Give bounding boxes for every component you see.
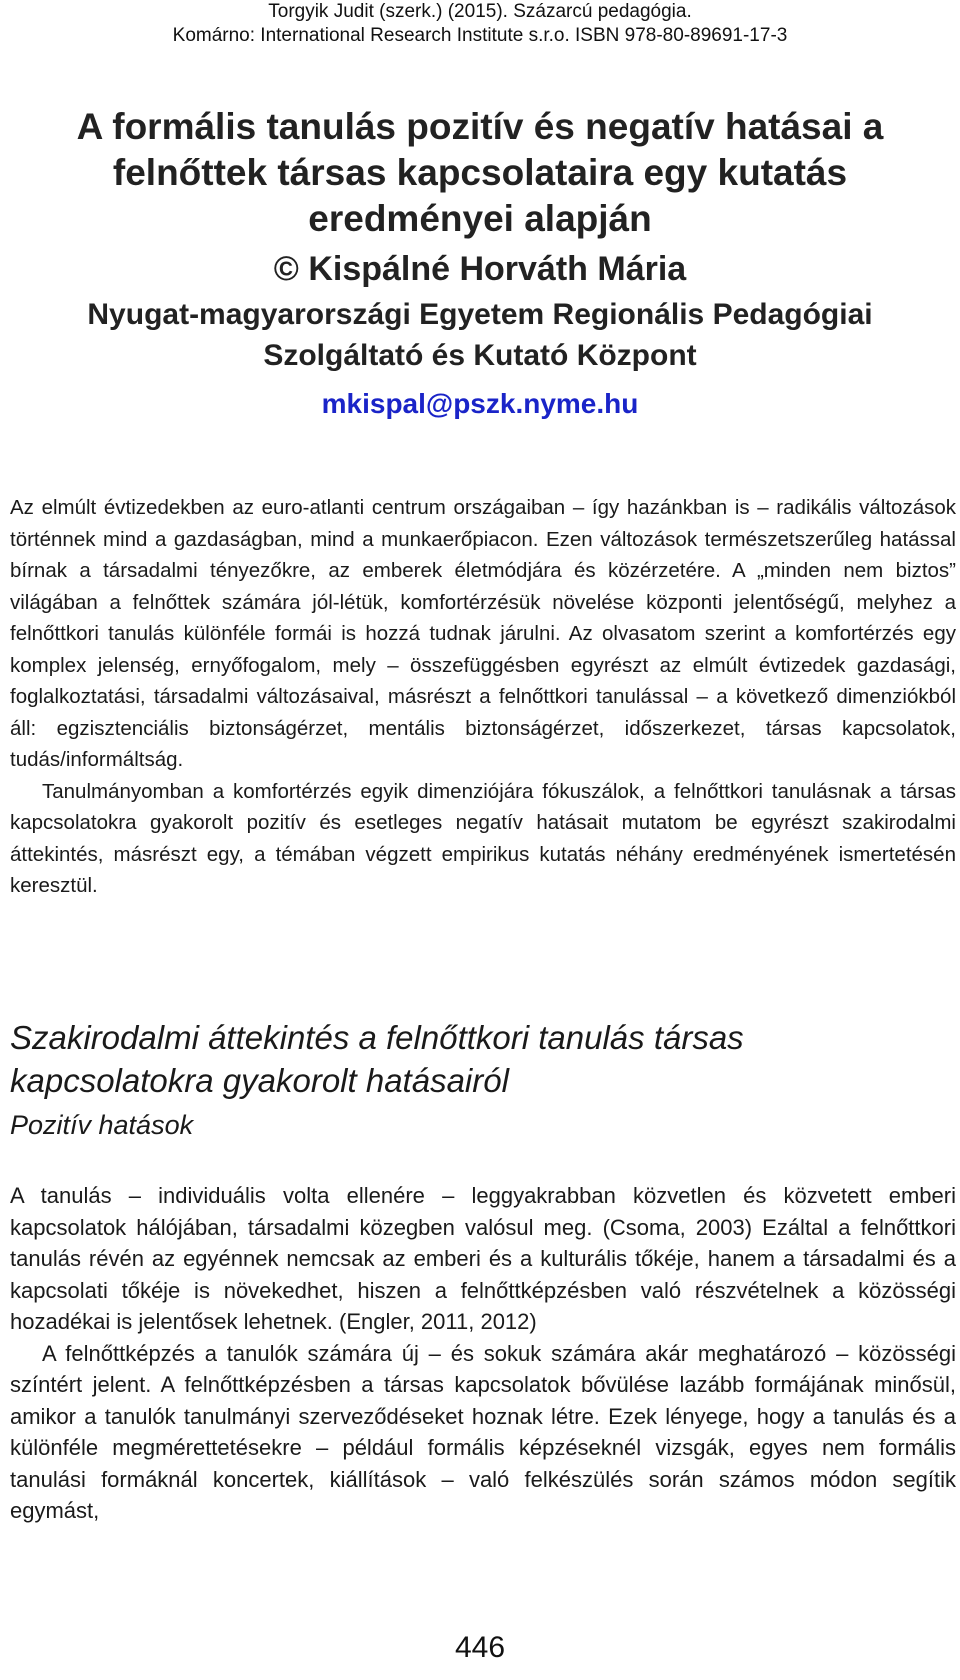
- abstract-paragraph: Az elmúlt évtizedekben az euro-atlanti centrum országaiban – így hazánkban is – radikális változások történnek mind a gazdaságban, mind a munkaerőpiacon. Ezen változások természetszerűleg hatással bírnak a társadalmi tényezőkre, az emberek életmódjára és közérzetére. A „minden nem biztos” világában a felnőttek számára jól-létük, komfortérzésük növelése központi jelentőségű, melyhez a felnőttkori tanulás különféle formái is hozzá tudnak járulni. Az olvasatom szerint a komfortérzés egy komplex jelenség, ernyőfogalom, mely – összefüggésben egyrészt az elmúlt évtizedek gazdasági, foglalkoztatási, társadalmi változásaival, másrészt a felnőttkori tanulással – a következő dimenziókból áll: egzisztenciális biztonságérzet, mentális biztonságérzet, időszerkezet, társas kapcsolatok, tudás/informáltság.: [10, 496, 956, 771]
- affiliation: [20, 294, 940, 376]
- title-block: [20, 104, 940, 422]
- page-number: 446: [454, 1631, 506, 1664]
- author-name: Kispálné Horváth Mária: [308, 250, 687, 288]
- abstract: [10, 492, 956, 902]
- body-paragraph: A tanulás – individuális volta ellenére – leggyakrabban közvetlen és közvetett emberi kapcsolatok hálójában, társadalmi közegben valósul meg. (Csoma, 2003) Ezáltal a felnőttkori tanulás révén az egyénnek nemcsak az emberi és a kulturális tőkéje, hanem a társadalmi és a kapcsolati tőkéje is növekedhet, hiszen a felnőttképzésben való részvételnek a közösségi hozadékai is jelentősek lehetnek. (Engler, 2011, 2012): [10, 1183, 956, 1334]
- section-heading: Szakirodalmi áttekintés a felnőttkori tanulás társas kapcsolatokra gyakorolt hatásairól: [10, 1019, 744, 1099]
- header-citation-line: Torgyik Judit (szerk.) (2015). Százarcú pedagógia.: [268, 1, 692, 22]
- body-paragraph: A felnőttképzés a tanulók számára új – és sokuk számára akár meghatározó – közösségi színtért jelent. A felnőttképzésben a társas kapcsolatok bővülése lazább formájának minősül, amikor a tanulók tanulmányi szerveződéseket hoznak létre. Ezek lényege, hogy a tanulás és a különféle megmérettetésekre – például formális képzéseknél vizsgák, egyes nem formális tanulási formáknál koncertek, kiállítások – való felkészülés során számos módon segítik egymást,: [10, 1340, 956, 1523]
- paper-title-line: felnőttek társas kapcsolataira egy kutatás: [112, 152, 848, 193]
- copyright-icon: ©: [273, 250, 299, 288]
- paper-title-line: eredményei alapján: [308, 198, 652, 239]
- author: [20, 248, 940, 290]
- affiliation-line: Szolgáltató és Kutató Központ: [263, 339, 697, 372]
- subsection-heading: Pozitív hatások: [10, 1110, 194, 1140]
- affiliation-line: Nyugat-magyarországi Egyetem Regionális Pedagógiai: [87, 298, 873, 331]
- page-header: [0, 0, 960, 48]
- abstract-paragraph: Tanulmányomban a komfortérzés egyik dimenziójára fókuszálok, a felnőttkori tanulásnak a társas kapcsolatokra gyakorolt pozitív és esetleges negatív hatásait mutatom be egyrészt szakirodalmi áttekintés, másrészt egy, a témában végzett empirikus kutatás néhány eredményének ismertetésén keresztül.: [10, 779, 956, 897]
- paper-title: [20, 104, 940, 242]
- body-text: [10, 1180, 956, 1527]
- header-publisher-line: Komárno: International Research Institute s.r.o. ISBN 978-80-89691-17-3: [172, 25, 788, 46]
- author-email: mkispal@pszk.nyme.hu: [321, 388, 639, 419]
- paper-title-line: A formális tanulás pozitív és negatív hatásai a: [76, 106, 884, 147]
